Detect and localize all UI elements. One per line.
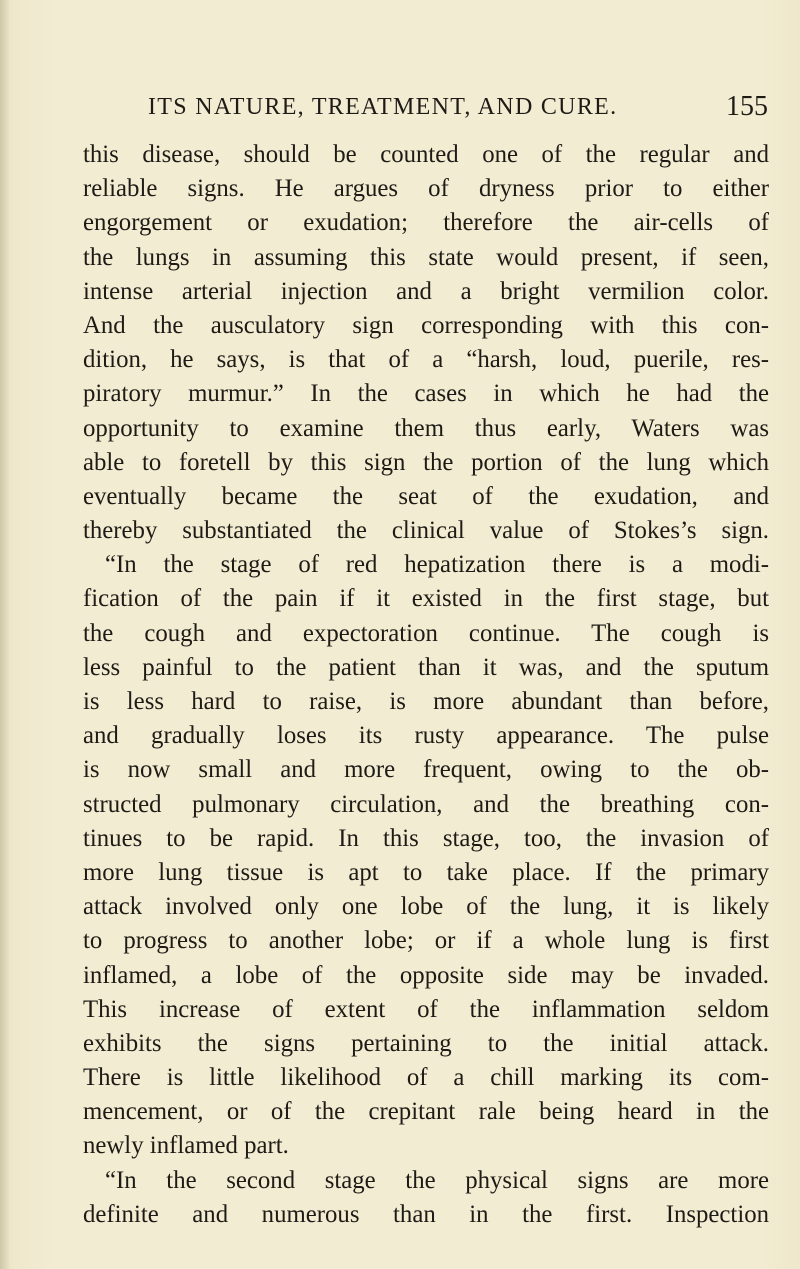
- text-line: attack involved only one lobe of the lung, it is likely: [83, 893, 769, 921]
- text-line: fication of the pain if it existed in the first stage, but: [83, 585, 769, 613]
- text-line: is now small and more frequent, owing to the ob-: [83, 756, 769, 784]
- text-line: inflamed, a lobe of the opposite side may be invaded.: [83, 961, 769, 989]
- text-line: is less hard to raise, is more abundant than before,: [83, 688, 769, 715]
- text-line: opportunity to examine them thus early, Waters was: [83, 414, 769, 442]
- text-line: and gradually loses its rusty appearance. The pulse: [83, 722, 769, 750]
- text-line: engorgement or exudation; therefore the air-cells of: [83, 209, 769, 237]
- paragraph-start-line: “In the second stage the physical signs are more: [105, 1166, 769, 1194]
- text-line: this disease, should be counted one of the regular and: [83, 141, 769, 168]
- paragraph-start-line: “In the stage of red hepatization there is a modi-: [105, 551, 769, 579]
- page-number: 155: [726, 91, 768, 122]
- text-line: to progress to another lobe; or if a whole lung is first: [83, 927, 769, 955]
- text-line: exhibits the signs pertaining to the initial attack.: [83, 1029, 769, 1057]
- text-line: This increase of extent of the inflammation seldom: [83, 995, 769, 1023]
- text-line: definite and numerous than in the first. Inspection: [83, 1200, 769, 1228]
- page-binding-edge: [0, 0, 9, 1269]
- body-text: [83, 138, 769, 1232]
- page-header: [148, 91, 768, 134]
- text-line: structed pulmonary circulation, and the breathing con-: [83, 790, 769, 818]
- text-line: eventually became the seat of the exudation, and: [83, 482, 769, 510]
- text-line: piratory murmur.” In the cases in which he had the: [83, 380, 769, 408]
- text-line: the lungs in assuming this state would present, if seen,: [83, 243, 769, 271]
- text-line: less painful to the patient than it was, and the sputum: [83, 653, 769, 681]
- paragraph-end-line: newly inflamed part.: [83, 1132, 289, 1160]
- text-line: the cough and expectoration continue. The cough is: [83, 619, 769, 647]
- text-line: able to foretell by this sign the portion of the lung which: [83, 448, 769, 476]
- text-line: intense arterial injection and a bright vermilion color.: [83, 277, 769, 305]
- text-line: tinues to be rapid. In this stage, too, the invasion of: [83, 824, 769, 852]
- text-line: mencement, or of the crepitant rale being heard in the: [83, 1098, 769, 1126]
- text-line: reliable signs. He argues of dryness prior to either: [83, 175, 769, 203]
- running-title: ITS NATURE, TREATMENT, AND CURE.: [148, 94, 618, 120]
- text-line: thereby substantiated the clinical value of Stokes’s sign.: [83, 517, 769, 545]
- text-line: And the ausculatory sign corresponding with this con-: [83, 311, 769, 339]
- text-line: dition, he says, is that of a “harsh, loud, puerile, res-: [83, 346, 769, 374]
- text-line: There is little likelihood of a chill marking its com-: [83, 1064, 769, 1092]
- text-line: more lung tissue is apt to take place. If the primary: [83, 858, 769, 886]
